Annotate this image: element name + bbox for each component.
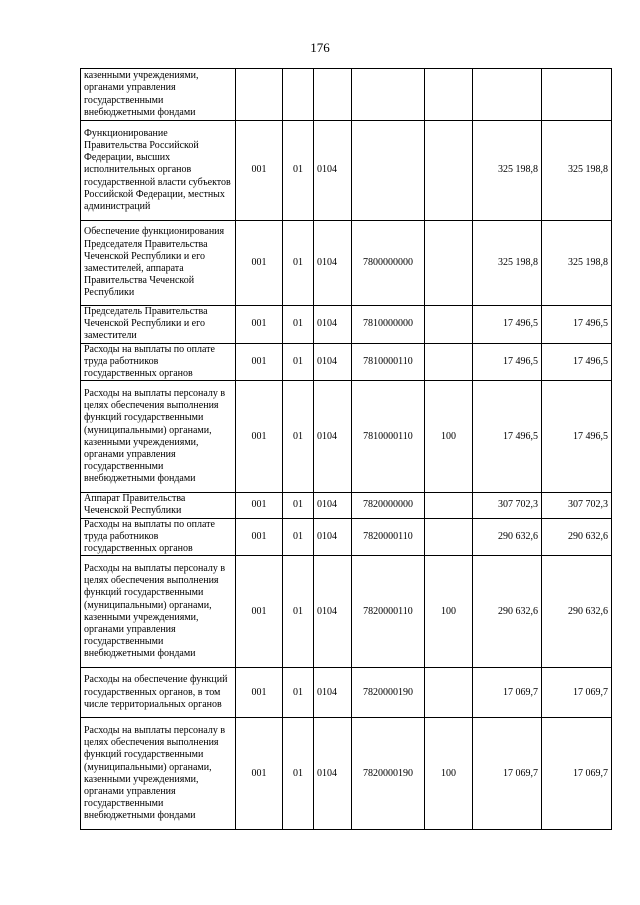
expense-type-cell: 100	[425, 381, 473, 493]
expense-type-cell	[425, 343, 473, 381]
table-row	[81, 493, 612, 518]
target-article-cell: 7800000000	[352, 221, 425, 306]
table-row	[81, 556, 612, 668]
expense-type-cell	[425, 518, 473, 556]
amount-cell-1: 17 496,5	[473, 381, 542, 493]
ved-code-cell: 001	[236, 668, 283, 718]
target-article-cell: 7810000110	[352, 381, 425, 493]
row-name-cell: Расходы на выплаты персоналу в целях обеспечения выполнения функций государственными (муниципальными) органами, казенными учреждениями, органами управления государственными внебюджетными фондами	[81, 381, 236, 493]
ved-code-cell: 001	[236, 343, 283, 381]
amount-cell-1: 17 069,7	[473, 668, 542, 718]
expense-type-cell: 100	[425, 556, 473, 668]
target-article-cell: 7810000000	[352, 306, 425, 344]
section-code-cell: 01	[283, 306, 314, 344]
subsection-code-cell: 0104	[314, 306, 352, 344]
amount-cell-2: 17 496,5	[542, 306, 612, 344]
table-row	[81, 306, 612, 344]
table-row	[81, 69, 612, 121]
page-number: 176	[310, 40, 330, 55]
subsection-code-cell: 0104	[314, 718, 352, 830]
subsection-code-cell: 0104	[314, 556, 352, 668]
table-row	[81, 518, 612, 556]
amount-cell-1: 17 496,5	[473, 306, 542, 344]
row-name-cell: Расходы на выплаты персоналу в целях обеспечения выполнения функций государственными (муниципальными) органами, казенными учреждениями, органами управления государственными внебюджетными фондами	[81, 718, 236, 830]
row-name-cell: казенными учреждениями, органами управления государственными внебюджетными фондами	[81, 69, 236, 121]
amount-cell-1: 17 496,5	[473, 343, 542, 381]
section-code-cell: 01	[283, 518, 314, 556]
expense-type-cell	[425, 121, 473, 221]
amount-cell-2	[542, 69, 612, 121]
ved-code-cell: 001	[236, 518, 283, 556]
subsection-code-cell: 0104	[314, 518, 352, 556]
subsection-code-cell: 0104	[314, 493, 352, 518]
subsection-code-cell: 0104	[314, 668, 352, 718]
ved-code-cell: 001	[236, 718, 283, 830]
row-name-cell: Расходы на обеспечение функций государственных органов, в том числе территориальных органов	[81, 668, 236, 718]
section-code-cell: 01	[283, 556, 314, 668]
target-article-cell: 7820000190	[352, 668, 425, 718]
table-row	[81, 381, 612, 493]
amount-cell-1: 17 069,7	[473, 718, 542, 830]
amount-cell-1: 290 632,6	[473, 556, 542, 668]
target-article-cell: 7810000110	[352, 343, 425, 381]
target-article-cell	[352, 69, 425, 121]
target-article-cell: 7820000190	[352, 718, 425, 830]
subsection-code-cell: 0104	[314, 121, 352, 221]
amount-cell-2: 17 069,7	[542, 718, 612, 830]
budget-table	[80, 68, 612, 830]
row-name-cell: Обеспечение функционирования Председателя Правительства Чеченской Республики и его заместителей, аппарата Правительства Чеченской Республики	[81, 221, 236, 306]
amount-cell-2: 325 198,8	[542, 121, 612, 221]
table-row	[81, 221, 612, 306]
amount-cell-2: 290 632,6	[542, 518, 612, 556]
amount-cell-2: 17 496,5	[542, 343, 612, 381]
section-code-cell: 01	[283, 381, 314, 493]
target-article-cell: 7820000110	[352, 556, 425, 668]
row-name-cell: Расходы на выплаты по оплате труда работников государственных органов	[81, 343, 236, 381]
ved-code-cell: 001	[236, 121, 283, 221]
table-row	[81, 121, 612, 221]
ved-code-cell: 001	[236, 493, 283, 518]
section-code-cell: 01	[283, 221, 314, 306]
subsection-code-cell: 0104	[314, 381, 352, 493]
amount-cell-1: 325 198,8	[473, 221, 542, 306]
table-row	[81, 718, 612, 830]
amount-cell-1: 307 702,3	[473, 493, 542, 518]
row-name-cell: Расходы на выплаты по оплате труда работников государственных органов	[81, 518, 236, 556]
table-body	[81, 69, 612, 830]
section-code-cell: 01	[283, 493, 314, 518]
ved-code-cell: 001	[236, 306, 283, 344]
section-code-cell: 01	[283, 121, 314, 221]
section-code-cell: 01	[283, 343, 314, 381]
ved-code-cell: 001	[236, 556, 283, 668]
section-code-cell: 01	[283, 668, 314, 718]
ved-code-cell	[236, 69, 283, 121]
ved-code-cell: 001	[236, 381, 283, 493]
amount-cell-2: 17 496,5	[542, 381, 612, 493]
row-name-cell: Аппарат Правительства Чеченской Республики	[81, 493, 236, 518]
expense-type-cell	[425, 306, 473, 344]
target-article-cell	[352, 121, 425, 221]
section-code-cell: 01	[283, 718, 314, 830]
target-article-cell: 7820000110	[352, 518, 425, 556]
expense-type-cell: 100	[425, 718, 473, 830]
amount-cell-1	[473, 69, 542, 121]
subsection-code-cell	[314, 69, 352, 121]
amount-cell-2: 17 069,7	[542, 668, 612, 718]
amount-cell-1: 325 198,8	[473, 121, 542, 221]
amount-cell-2: 290 632,6	[542, 556, 612, 668]
amount-cell-2: 325 198,8	[542, 221, 612, 306]
target-article-cell: 7820000000	[352, 493, 425, 518]
expense-type-cell	[425, 493, 473, 518]
row-name-cell: Председатель Правительства Чеченской Республики и его заместители	[81, 306, 236, 344]
amount-cell-1: 290 632,6	[473, 518, 542, 556]
subsection-code-cell: 0104	[314, 343, 352, 381]
ved-code-cell: 001	[236, 221, 283, 306]
row-name-cell: Функционирование Правительства Российской Федерации, высших исполнительных органов государственной власти субъектов Российской Федерации, местных администраций	[81, 121, 236, 221]
amount-cell-2: 307 702,3	[542, 493, 612, 518]
expense-type-cell	[425, 221, 473, 306]
table-row	[81, 668, 612, 718]
section-code-cell	[283, 69, 314, 121]
table-row	[81, 343, 612, 381]
expense-type-cell	[425, 69, 473, 121]
row-name-cell: Расходы на выплаты персоналу в целях обеспечения выполнения функций государственными (муниципальными) органами, казенными учреждениями, органами управления государственными внебюджетными фондами	[81, 556, 236, 668]
expense-type-cell	[425, 668, 473, 718]
subsection-code-cell: 0104	[314, 221, 352, 306]
